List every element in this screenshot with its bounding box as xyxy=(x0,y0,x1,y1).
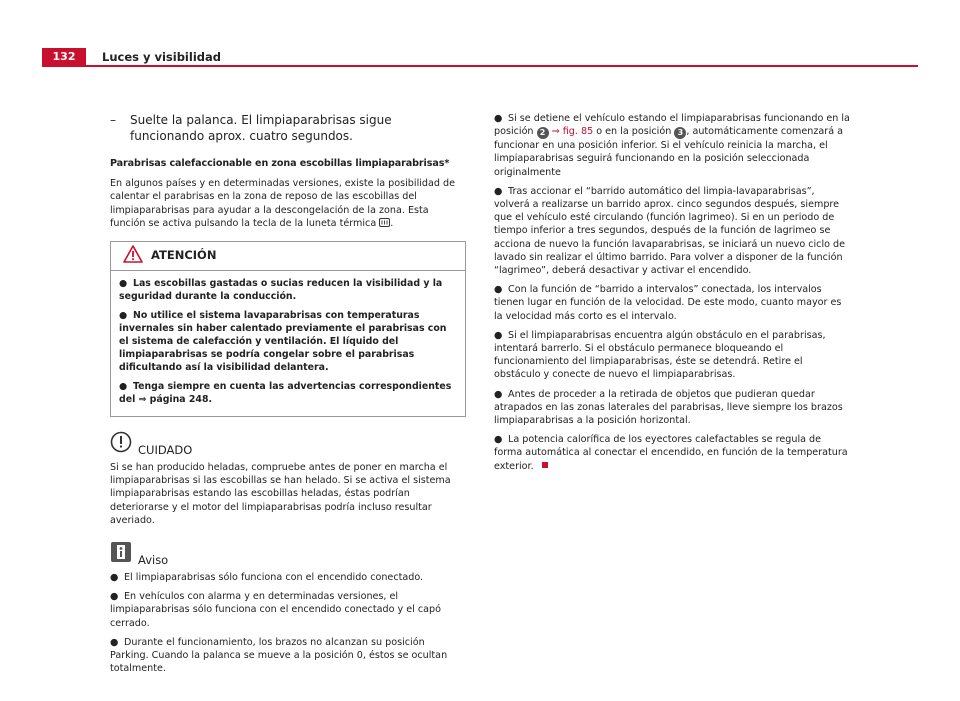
note-item: ● En vehículos con alarma y en determinadas versiones, el limpiaparabrisas sólo funciona con el encendido conectado y el capó cerrado. xyxy=(110,591,441,629)
bullet-item: ● Tras accionar el “barrido automático del limpia-lavaparabrisas”, volverá a realizarse un barrido aprox. cinco segundos después, siempre que el vehículo esté circulando (función lagrimeo). Si en un periodo de tiempo inferior a tres segundos, después de la función de lagrimeo se acciona de nuevo la función lavaparabrisas, se iniciará un nuevo ciclo de lavado sin realizar el último barrido. Para volver a disponer de la función “lagrimeo”, deberá desactivar y activar el encendido. xyxy=(494,185,846,277)
bullet-item: ● Si se detiene el vehículo estando el limpiaparabrisas funcionando en la posición 2 ⇒ fig. 85 o en la posición 3 , automáticamente comenzará a funcionar en una posición inferior. Si el vehículo reinicia la marcha, el limpiaparabrisas seguirá funcionando en la posición seleccionada originalmente xyxy=(494,113,850,178)
note-body xyxy=(110,571,466,675)
warning-item: ● Tenga siempre en cuenta las advertencias correspondientes del ⇒ página 248. xyxy=(119,381,452,406)
warning-box xyxy=(110,241,466,417)
note-header xyxy=(110,543,466,567)
rear-window-heater-icon xyxy=(379,218,390,232)
dash-text: Suelte la palanca. El limpiaparabrisas sigue funcionando aprox. cuatro segundos. xyxy=(130,113,392,143)
caution-header xyxy=(110,433,466,457)
right-column xyxy=(494,112,850,479)
header-rule xyxy=(42,65,918,67)
caution-title: CUIDADO xyxy=(138,443,193,458)
page-header xyxy=(42,48,918,66)
warning-item: ● Las escobillas gastadas o sucias reducen la visibilidad y la seguridad durante la conducción. xyxy=(119,278,443,303)
page-number: 132 xyxy=(42,48,86,66)
left-column xyxy=(110,112,466,681)
dash-item xyxy=(110,112,466,144)
bullet-item: ● Si el limpiaparabrisas encuentra algún obstáculo en el parabrisas, intentará barrerlo. Si el obstáculo permanece bloqueando el funcionamiento del limpiaparabrisas, éste se detendrá. Retire el obstáculo y conecte de nuevo el limpiaparabrisas. xyxy=(494,329,826,381)
note-title: Aviso xyxy=(138,553,169,568)
chapter-title: Luces y visibilidad xyxy=(102,50,221,64)
end-square-icon xyxy=(542,462,548,468)
warning-title: ATENCIÓN xyxy=(151,248,217,263)
note-item: ● Durante el funcionamiento, los brazos no alcanzan su posición Parking. Cuando la palanca se mueve a la posición 0, éstos se ocultan totalmente. xyxy=(110,636,448,675)
warning-body xyxy=(111,271,465,406)
caution-exclamation-icon xyxy=(110,431,132,457)
warning-triangle-icon xyxy=(123,245,143,267)
note-section xyxy=(110,543,466,675)
position-number-badge: 3 xyxy=(674,127,686,139)
warning-item: ● No utilice el sistema lavaparabrisas con temperaturas invernales sin haber calentado previamente el parabrisas con el sistema de calefacción y ventilación. El líquido del limpiaparabrisas se podría congelar sobre el parabrisas dificultando así la visibilidad delantera. xyxy=(119,310,447,374)
info-note-icon xyxy=(110,541,132,567)
heated-windshield-paragraph: En algunos países y en determinadas versiones, existe la posibilidad de calentar el parabrisas en la zona de reposo de las escobillas del limpiaparabrisas para ayudar a la descongelación de la zona. Esta función se activa pulsando la tecla de la luneta térmica . xyxy=(110,177,466,232)
subheading: Parabrisas calefaccionable en zona escobillas limpiaparabrisas* xyxy=(110,158,450,169)
caution-section xyxy=(110,433,466,527)
bullet-item: ● Con la función de “barrido a intervalos” conectada, los intervalos tienen lugar en función de la velocidad. De este modo, cuanto mayor es la velocidad más corto es el intervalo. xyxy=(494,284,842,322)
caution-text: Si se han producido heladas, compruebe antes de poner en marcha el limpiaparabrisas si las escobillas se han helado. Si se activa el sistema limpiaparabrisas estando las escobillas heladas, éstas podrían deteriorarse y el motor del limpiaparabrisas podría incluso resultar averiado. xyxy=(110,462,451,526)
warning-header xyxy=(111,242,465,271)
bullet-item: ● Antes de proceder a la retirada de objetos que pudieran quedar atrapados en las zonas laterales del parabrisas, lleve siempre los brazos limpiaparabrisas a la posición horizontal. xyxy=(494,388,843,427)
note-item: ● El limpiaparabrisas sólo funciona con el encendido conectado. xyxy=(110,572,424,584)
position-number-badge: 2 xyxy=(537,127,549,139)
paragraph-text: En algunos países y en determinadas versiones, existe la posibilidad de calentar el parabrisas en la zona de reposo de las escobillas del limpiaparabrisas para ayudar a la descongelación de la zona. Esta función se activa pulsando la tecla de la luneta térmica xyxy=(110,178,455,229)
dash-mark: – xyxy=(110,113,116,127)
bullet-item: ● La potencia calorífica de los eyectores calefactables se regula de forma automática al conectar el encendido, en función de la temperatura exterior. xyxy=(494,434,848,472)
figure-link[interactable]: ⇒ fig. 85 xyxy=(551,126,594,138)
